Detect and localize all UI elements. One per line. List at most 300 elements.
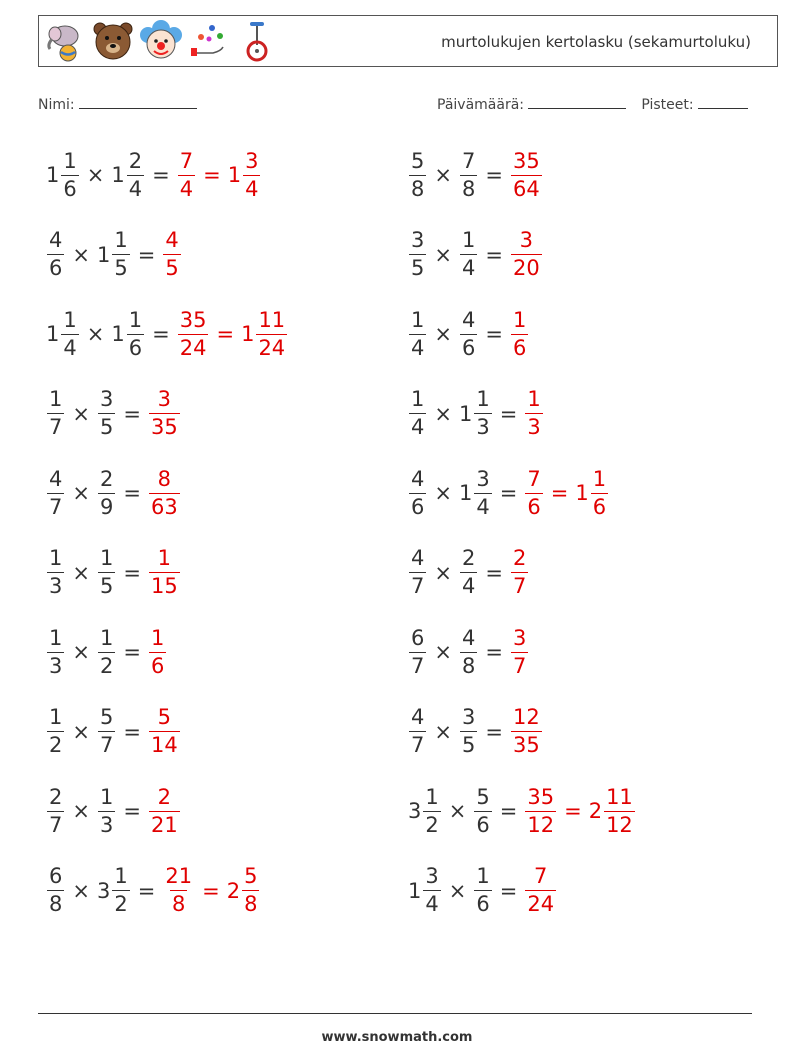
fraction xyxy=(460,625,477,678)
mixed-number xyxy=(46,707,65,756)
numerator: 4 xyxy=(411,705,425,729)
fraction xyxy=(256,307,287,360)
fraction xyxy=(409,230,426,279)
times-sign: × xyxy=(86,322,105,346)
numerator: 1 xyxy=(114,864,128,888)
denominator: 6 xyxy=(150,653,165,678)
mixed-number xyxy=(408,625,427,678)
denominator: 7 xyxy=(49,415,63,439)
mixed-number xyxy=(473,784,492,837)
times-sign: × xyxy=(434,560,452,585)
fraction xyxy=(511,548,528,597)
denominator: 12 xyxy=(527,812,555,837)
times-sign: × xyxy=(72,640,90,664)
denominator: 4 xyxy=(476,494,490,519)
denominator: 6 xyxy=(461,335,476,360)
mixed-number xyxy=(97,389,116,438)
mixed-number xyxy=(510,148,543,201)
fraction xyxy=(98,625,115,678)
answer xyxy=(510,307,529,360)
denominator: 8 xyxy=(244,892,258,916)
answer xyxy=(148,466,181,519)
answer xyxy=(148,625,167,678)
mixed-number xyxy=(510,307,529,360)
denominator: 7 xyxy=(411,653,425,678)
fraction xyxy=(112,230,129,279)
mixed-number xyxy=(408,230,427,279)
mixed-number xyxy=(459,307,478,360)
fraction xyxy=(47,707,64,756)
footer-url: www.snowmath.com xyxy=(321,1030,473,1045)
fraction xyxy=(47,784,64,837)
numerator: 3 xyxy=(476,466,490,491)
denominator: 7 xyxy=(99,733,114,757)
fraction xyxy=(409,307,426,360)
denominator: 5 xyxy=(99,415,114,439)
times-sign: × xyxy=(448,878,467,903)
numerator: 5 xyxy=(476,784,490,809)
fraction xyxy=(47,548,64,597)
numerator: 3 xyxy=(99,387,114,411)
problem-item xyxy=(46,538,181,608)
problem-item xyxy=(408,697,543,767)
fraction xyxy=(511,625,528,678)
mixed-number xyxy=(459,548,478,597)
denominator: 4 xyxy=(411,335,425,360)
numerator: 6 xyxy=(49,864,63,888)
problem-item xyxy=(408,220,543,290)
whole-part: 2 xyxy=(226,878,241,903)
mixed-number xyxy=(408,389,427,438)
times-sign: × xyxy=(434,719,452,744)
denominator: 7 xyxy=(512,653,527,678)
mixed-number xyxy=(46,548,65,597)
fraction xyxy=(474,466,491,519)
fraction xyxy=(149,389,180,438)
problem-item xyxy=(46,220,182,290)
fraction xyxy=(98,707,115,756)
fraction xyxy=(460,548,477,597)
numerator: 7 xyxy=(527,466,541,491)
denominator: 5 xyxy=(99,574,114,598)
fraction xyxy=(47,625,64,678)
numerator: 4 xyxy=(461,307,476,332)
mixed-number xyxy=(148,625,167,678)
times-sign: × xyxy=(434,401,452,426)
score-blank[interactable] xyxy=(698,94,748,109)
answer xyxy=(524,866,557,915)
problem-item xyxy=(46,379,181,449)
whole-part: 3 xyxy=(408,799,422,823)
denominator: 3 xyxy=(476,415,490,439)
name-blank[interactable] xyxy=(79,94,197,109)
fraction xyxy=(242,866,259,915)
fraction xyxy=(47,389,64,438)
mixed-number xyxy=(162,230,181,279)
numerator: 3 xyxy=(461,705,476,729)
mixed-number xyxy=(177,307,210,360)
equals-sign: = xyxy=(202,878,220,903)
numerator: 1 xyxy=(49,625,63,650)
numerator: 1 xyxy=(49,705,63,729)
mixed-number xyxy=(148,389,181,438)
numerator: 1 xyxy=(157,546,172,570)
answer xyxy=(177,148,262,201)
times-sign: × xyxy=(434,163,452,187)
mixed-number xyxy=(46,866,65,915)
times-sign: × xyxy=(72,560,90,585)
numerator: 2 xyxy=(157,784,172,809)
mixed-number xyxy=(459,230,478,279)
date-score-fields xyxy=(437,94,748,113)
whole-part: 1 xyxy=(575,481,589,505)
fraction xyxy=(243,148,260,201)
numerator: 1 xyxy=(128,307,143,332)
mixed-number xyxy=(46,230,65,279)
fraction xyxy=(525,466,542,519)
numerator: 6 xyxy=(411,625,425,650)
denominator: 35 xyxy=(150,415,178,439)
mixed-number xyxy=(510,625,529,678)
fraction xyxy=(511,707,542,756)
denominator: 2 xyxy=(49,733,63,757)
times-sign: × xyxy=(72,799,90,823)
denominator: 24 xyxy=(179,335,207,360)
fraction xyxy=(511,307,528,360)
mixed-number xyxy=(524,784,557,837)
numerator: 4 xyxy=(49,228,63,252)
denominator: 3 xyxy=(527,415,541,439)
mixed-number xyxy=(97,625,116,678)
mixed-number xyxy=(408,148,427,201)
times-sign: × xyxy=(72,481,90,505)
whole-part: 1 xyxy=(408,878,422,903)
fraction xyxy=(163,866,194,915)
worksheet-header xyxy=(38,15,778,67)
date-label: Päivämäärä: xyxy=(437,97,524,113)
numerator: 4 xyxy=(49,466,63,491)
problem-item xyxy=(408,140,543,210)
denominator: 7 xyxy=(512,574,527,598)
mixed-number xyxy=(148,548,181,597)
answer xyxy=(148,548,181,597)
numerator: 7 xyxy=(461,148,476,173)
numerator: 2 xyxy=(99,466,114,491)
denominator: 9 xyxy=(99,494,114,519)
mixed-number xyxy=(97,230,131,279)
mixed-number xyxy=(97,466,116,519)
denominator: 6 xyxy=(128,335,143,360)
answer xyxy=(162,866,260,915)
equals-sign: = xyxy=(499,799,518,823)
numerator: 1 xyxy=(411,307,425,332)
mixed-number xyxy=(459,707,478,756)
denominator: 6 xyxy=(63,176,77,201)
mixed-number xyxy=(46,307,80,360)
denominator: 2 xyxy=(425,812,439,837)
problem-item xyxy=(46,140,261,210)
mixed-number xyxy=(46,784,65,837)
answer xyxy=(510,707,543,756)
equals-sign: = xyxy=(123,799,141,823)
fraction xyxy=(98,389,115,438)
equals-sign: = xyxy=(123,401,141,426)
denominator: 5 xyxy=(461,733,476,757)
denominator: 6 xyxy=(476,812,490,837)
denominator: 7 xyxy=(411,733,425,757)
numerator: 1 xyxy=(114,228,128,252)
mixed-number xyxy=(148,707,181,756)
denominator: 8 xyxy=(461,653,476,678)
denominator: 4 xyxy=(411,415,425,439)
fraction xyxy=(409,148,426,201)
mixed-number xyxy=(408,707,427,756)
fraction xyxy=(98,548,115,597)
whole-part: 1 xyxy=(458,481,473,505)
mixed-number xyxy=(148,784,181,837)
fraction xyxy=(149,466,180,519)
bear-face-icon xyxy=(91,19,135,63)
denominator: 2 xyxy=(99,653,114,678)
denominator: 6 xyxy=(527,494,541,519)
denominator: 35 xyxy=(512,733,540,757)
mixed-number xyxy=(46,148,80,201)
denominator: 8 xyxy=(172,892,186,916)
name-label: Nimi: xyxy=(38,97,75,113)
denominator: 8 xyxy=(461,176,476,201)
mixed-number xyxy=(241,307,288,360)
times-sign: × xyxy=(86,163,105,187)
problem-item xyxy=(46,617,167,687)
mixed-number xyxy=(524,466,543,519)
numerator: 1 xyxy=(476,387,490,411)
fraction xyxy=(511,230,542,279)
whole-part: 3 xyxy=(96,878,111,903)
mixed-number xyxy=(473,866,492,915)
fraction xyxy=(474,389,491,438)
denominator: 4 xyxy=(461,256,476,280)
mixed-number xyxy=(459,625,478,678)
fraction xyxy=(409,625,426,678)
whole-part: 1 xyxy=(46,322,60,346)
juggling-hand-icon xyxy=(187,19,231,63)
mixed-number xyxy=(46,466,65,519)
problem-item xyxy=(408,538,529,608)
numerator: 1 xyxy=(63,148,77,173)
fraction xyxy=(61,307,78,360)
numerator: 3 xyxy=(411,228,425,252)
problem-item xyxy=(408,458,609,528)
fraction xyxy=(460,707,477,756)
numerator: 1 xyxy=(512,307,527,332)
mixed-number xyxy=(111,148,145,201)
mixed-number xyxy=(227,866,261,915)
whole-part: 1 xyxy=(111,322,125,346)
fraction xyxy=(525,389,542,438)
numerator: 35 xyxy=(512,148,540,173)
denominator: 3 xyxy=(49,574,63,598)
times-sign: × xyxy=(434,481,452,505)
equals-sign: = xyxy=(216,322,235,346)
problem-item xyxy=(46,299,288,369)
mixed-number xyxy=(510,707,543,756)
fraction xyxy=(178,148,195,201)
equals-sign: = xyxy=(499,878,518,903)
times-sign: × xyxy=(72,719,90,744)
name-field xyxy=(38,94,197,113)
times-sign: × xyxy=(72,401,90,426)
mixed-number xyxy=(46,625,65,678)
denominator: 5 xyxy=(114,256,128,280)
whole-part: 1 xyxy=(96,242,111,267)
mixed-number xyxy=(524,866,557,915)
numerator: 2 xyxy=(461,546,476,570)
fraction xyxy=(511,148,542,201)
answer xyxy=(162,230,181,279)
mixed-number xyxy=(97,548,116,597)
times-sign: × xyxy=(72,242,90,267)
fraction xyxy=(423,784,440,837)
denominator: 3 xyxy=(99,812,114,837)
fraction xyxy=(98,466,115,519)
denominator: 6 xyxy=(411,494,425,519)
fraction xyxy=(460,230,477,279)
denominator: 64 xyxy=(512,176,540,201)
denominator: 7 xyxy=(411,574,425,598)
unicycle-icon xyxy=(235,19,279,63)
denominator: 4 xyxy=(461,574,476,598)
denominator: 14 xyxy=(150,733,178,757)
fraction xyxy=(460,148,477,201)
clown-face-icon xyxy=(139,19,183,63)
fraction xyxy=(591,466,608,519)
numerator: 2 xyxy=(512,546,527,570)
numerator: 5 xyxy=(157,705,172,729)
numerator: 1 xyxy=(150,625,165,650)
numerator: 35 xyxy=(527,784,555,809)
denominator: 4 xyxy=(245,176,259,201)
fraction xyxy=(112,866,129,915)
fraction xyxy=(474,784,491,837)
numerator: 5 xyxy=(411,148,425,173)
denominator: 21 xyxy=(150,812,178,837)
whole-part: 1 xyxy=(227,163,242,187)
equals-sign: = xyxy=(485,560,503,585)
fraction xyxy=(127,148,144,201)
whole-part: 1 xyxy=(46,163,60,187)
numerator: 5 xyxy=(244,864,258,888)
fraction xyxy=(409,466,426,519)
denominator: 15 xyxy=(150,574,178,598)
numerator: 2 xyxy=(128,148,143,173)
mixed-number xyxy=(510,548,529,597)
denominator: 4 xyxy=(179,176,194,201)
numerator: 3 xyxy=(519,228,534,252)
date-blank[interactable] xyxy=(528,94,626,109)
fraction xyxy=(460,307,477,360)
numerator: 1 xyxy=(425,784,439,809)
mixed-number xyxy=(97,707,116,756)
numerator: 3 xyxy=(157,387,172,411)
denominator: 2 xyxy=(114,892,128,916)
numerator: 1 xyxy=(411,387,425,411)
fraction xyxy=(604,784,635,837)
times-sign: × xyxy=(434,322,452,346)
equals-sign: = xyxy=(485,640,503,664)
fraction xyxy=(423,866,440,915)
answer xyxy=(148,707,181,756)
equals-sign: = xyxy=(485,163,503,187)
whole-part: 1 xyxy=(241,322,255,346)
mixed-number xyxy=(162,866,195,915)
score-label: Pisteet: xyxy=(641,97,694,113)
mixed-number xyxy=(97,866,131,915)
header-icons xyxy=(43,19,279,63)
numerator: 11 xyxy=(606,784,633,809)
numerator: 1 xyxy=(63,307,77,332)
answer xyxy=(510,625,529,678)
equals-sign: = xyxy=(499,401,518,426)
denominator: 6 xyxy=(512,335,527,360)
numerator: 3 xyxy=(245,148,259,173)
mixed-number xyxy=(458,466,493,519)
equals-sign: = xyxy=(152,163,170,187)
mixed-number xyxy=(97,784,116,837)
answer xyxy=(524,389,543,438)
fraction xyxy=(474,866,491,915)
fraction xyxy=(525,784,556,837)
fraction xyxy=(409,548,426,597)
numerator: 3 xyxy=(512,625,527,650)
equals-sign: = xyxy=(550,481,569,505)
mixed-number xyxy=(510,230,543,279)
numerator: 1 xyxy=(99,784,114,809)
denominator: 4 xyxy=(63,335,77,360)
problem-item xyxy=(408,856,557,926)
numerator: 35 xyxy=(179,307,207,332)
times-sign: × xyxy=(434,640,452,664)
denominator: 3 xyxy=(49,653,63,678)
equals-sign: = xyxy=(152,322,170,346)
fraction xyxy=(47,866,64,915)
numerator: 4 xyxy=(165,228,179,252)
answer xyxy=(148,389,181,438)
equals-sign: = xyxy=(123,640,141,664)
footer-divider xyxy=(38,1013,752,1014)
mixed-number xyxy=(46,389,65,438)
numerator: 2 xyxy=(49,784,63,809)
denominator: 4 xyxy=(128,176,143,201)
answer xyxy=(510,548,529,597)
numerator: 8 xyxy=(157,466,172,491)
answer xyxy=(524,466,609,519)
numerator: 4 xyxy=(461,625,476,650)
denominator: 8 xyxy=(411,176,425,201)
whole-part: 1 xyxy=(458,401,473,426)
fraction xyxy=(149,625,166,678)
mixed-number xyxy=(111,307,145,360)
equals-sign: = xyxy=(485,719,503,744)
whole-part: 2 xyxy=(588,799,603,823)
fraction xyxy=(149,548,180,597)
equals-sign: = xyxy=(123,719,141,744)
problem-item xyxy=(46,697,181,767)
numerator: 12 xyxy=(512,705,540,729)
mixed-number xyxy=(148,466,181,519)
denominator: 5 xyxy=(411,256,425,280)
answer xyxy=(510,230,543,279)
fraction xyxy=(149,707,180,756)
